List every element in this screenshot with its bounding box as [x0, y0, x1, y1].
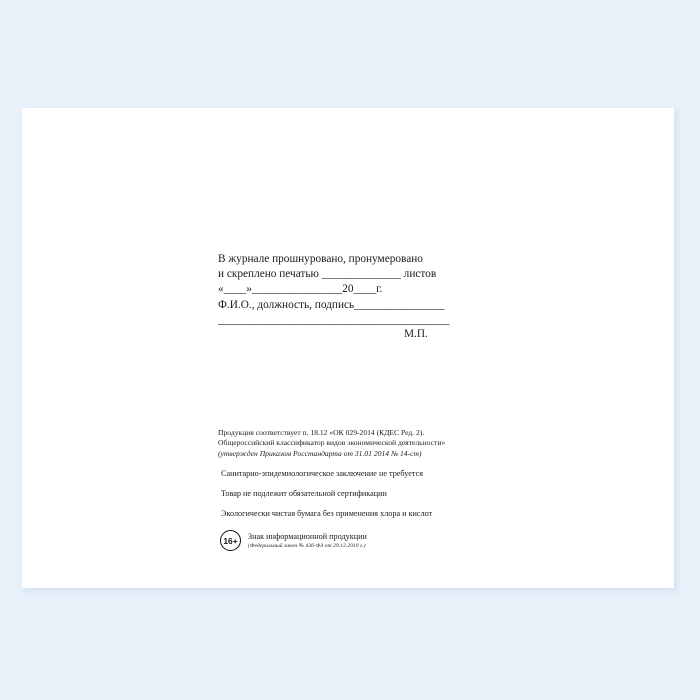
age-mark-row [218, 530, 548, 551]
compliance-line-2: Общероссийский классификатор видов экономической деятельности» [218, 438, 446, 448]
certification-line-2: и скреплено печатью ______________ листов [218, 268, 437, 281]
age-mark-text [248, 532, 367, 550]
certification-line-1: В журнале прошнуровано, пронумеровано [218, 253, 423, 265]
note-sanitary: Санитарно-эпидемиологическое заключение не требуется [221, 469, 423, 479]
footer-block [218, 428, 548, 551]
age-rating-icon: 16+ [220, 530, 241, 551]
certification-line-4: Ф.И.О., должность, подпись________________ [218, 298, 445, 311]
compliance-line-1: Продукция соответствует п. 18.12 «ОК 029-2014 (КДЕС Ред. 2). [218, 428, 425, 437]
compliance-line-3: (утвержден Приказом Росстандарта от 31.01 2014 № 14-ст) [218, 448, 422, 458]
stamp-mark: М.П. [404, 328, 428, 340]
certification-line-5: _________________________________________ [218, 313, 450, 326]
document-page [22, 108, 674, 588]
certification-line-3: «____»________________20____г. [218, 283, 383, 296]
note-ecology: Экологически чистая бумага без применения хлора и кислот [221, 509, 433, 519]
certification-block [218, 252, 528, 328]
age-mark-title: Знак информационной продукции [248, 531, 367, 541]
compliance-block [218, 428, 548, 459]
note-certification: Товар не подлежит обязательной сертификации [221, 489, 387, 499]
age-mark-subtitle: (Федеральный закон № 436-ФЗ от 29.12.2010 г.) [248, 542, 366, 549]
